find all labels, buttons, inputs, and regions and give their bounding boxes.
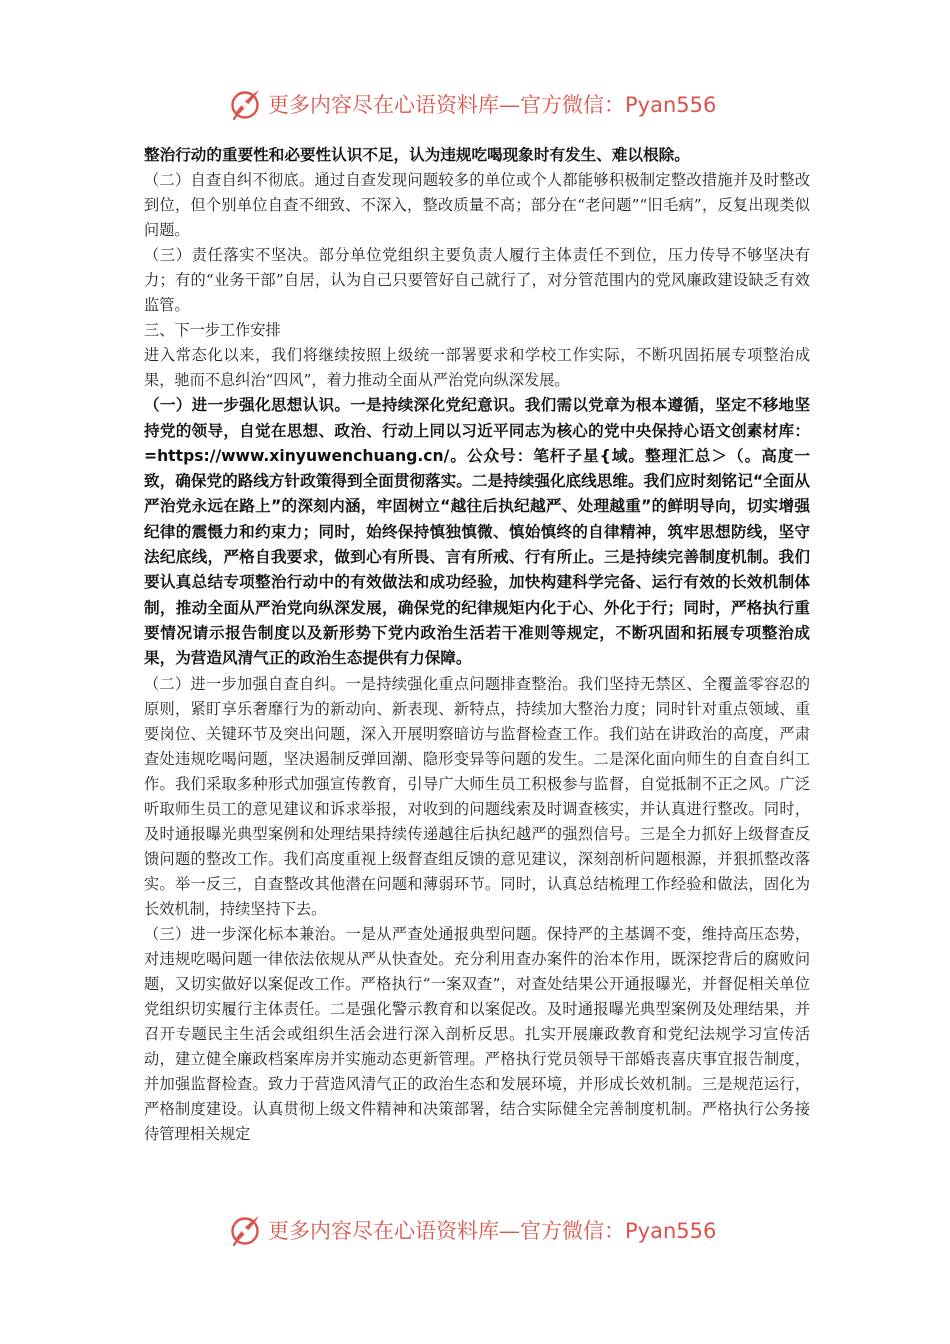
banner-account: Pyan556 (625, 93, 717, 117)
section-heading: 三、下一步工作安排 (144, 321, 281, 340)
paragraph-plan-1: （一）进一步强化思想认识。一是持续深化党纪意识。我们需以党章为根本遵循，坚定不移地坚持党的领导，自觉在思想、政治、行动上同以习近平同志为核心的党中央保持心语文创素材库：=https://www.xinyuwenchuang.cn/。公众号：笔杆子星{域。整理汇总＞（。高度一致，确保党的路线方针政策得到全面贯彻落实。二是持续强化底线思维。我们应时刻铭记“全面从严治党永远在路上”的深刻内涵，牢固树立“越往后执纪越严、处理越重”的鲜明导向，切实增强纪律的震慑力和约束力；同时，始终保持慎独慎微、慎始慎终的自律精神，筑牢思想防线，坚守法纪底线，严格自我要求，做到心有所畏、言有所戒、行有所止。三是持续完善制度机制。我们要认真总结专项整治行动中的有效做法和成功经验，加快构建科学完备、运行有效的长效机制体制，推动全面从严治党向纵深发展，确保党的纪律规矩内化于心、外化于行；同时，严格执行重要情况请示报告制度以及新形势下党内政治生活若干准则等规定，不断巩固和拓展专项整治成果，为营造风清气正的政治生态提供有力保障。 (144, 396, 810, 668)
paragraph-intro: 整治行动的重要性和必要性认识不足，认为违规吃喝现象时有发生、难以根除。 (144, 146, 690, 164)
banner-text: 更多内容尽在心语资料库—官方微信：Pyan556 (268, 93, 717, 117)
header-banner (228, 84, 716, 124)
banner-text: 更多内容尽在心语资料库—官方微信：Pyan556 (268, 1219, 717, 1243)
paragraph-item-3: （三）责任落实不坚决。部分单位党组织主要负责人履行主体责任不到位，压力传导不够坚决有力；有的“业务干部”自居，认为自己只要管好自己就行了，对分管范围内的党风廉政建设缺乏有效监管。 (144, 246, 810, 315)
paragraph-plan-3: （三）进一步深化标本兼治。一是从严查处通报典型问题。保持严的主基调不变，维持高压态势，对违规吃喝问题一律依法依规从严从快查处。充分利用查办案件的治本作用，既深挖背后的腐败问题，又切实做好以案促改工作。严格执行“一案双查”，对查处结果公开通报曝光，并督促相关单位党组织切实履行主体责任。二是强化警示教育和以案促改。及时通报曝光典型案例及处理结果，并召开专题民主生活会或组织生活会进行深入剖析反思。扎实开展廉政教育和党纪法规学习宣传活动，建立健全廉政档案库房并实施动态更新管理。严格执行党员领导干部婚丧喜庆事宜报告制度，并加强监督检查。致力于营造风清气正的政治生态和发展环境，并形成长效机制。三是规范运行，严格制度建设。认真贯彻上级文件精神和决策部署，结合实际健全完善制度机制。严格执行公务接待管理相关规定 (144, 924, 810, 1143)
banner-account: Pyan556 (625, 1219, 717, 1243)
paragraph-section-intro: 进入常态化以来，我们将继续按照上级统一部署要求和学校工作实际，不断巩固拓展专项整治成果，驰而不息纠治“四风”，着力推动全面从严治党向纵深发展。 (144, 346, 810, 390)
paragraph-item-2: （二）自查自纠不彻底。通过自查发现问题较多的单位或个人都能够积极制定整改措施并及时整改到位，但个别单位自查不细致、不深入，整改质量不高；部分在“老问题”“旧毛病”，反复出现类似问题。 (144, 171, 810, 240)
pen-logo-icon (228, 1212, 264, 1248)
pen-logo-icon (228, 86, 264, 122)
footer-banner (228, 1210, 716, 1250)
paragraph-plan-2: （二）进一步加强自查自纠。一是持续强化重点问题排查整治。我们坚持无禁区、全覆盖零容忍的原则，紧盯享乐奢靡行为的新动向、新表现、新特点，持续加大整治力度；同时针对重点领域、重要岗位、关键环节及突出问题，深入开展明察暗访与监督检查工作。我们站在讲政治的高度，严肃查处违规吃喝问题，坚决遏制反弹回潮、隐形变异等问题的发生。二是深化面向师生的自查自纠工作。我们采取多种形式加强宣传教育，引导广大师生员工积极参与监督，自觉抵制不正之风。广泛听取师生员工的意见建议和诉求举报，对收到的问题线索及时调查核实，并认真进行整改。同时，及时通报曝光典型案例和处理结果持续传递越往后执纪越严的强烈信号。三是全力抓好上级督查反馈问题的整改工作。我们高度重视上级督查组反馈的意见建议，深刻剖析问题根源，并狠抓整改落实。举一反三，自查整改其他潜在问题和薄弱环节。同时，认真总结梳理工作经验和做法，固化为长效机制，持续坚持下去。 (144, 674, 810, 918)
document-body (144, 143, 810, 1147)
